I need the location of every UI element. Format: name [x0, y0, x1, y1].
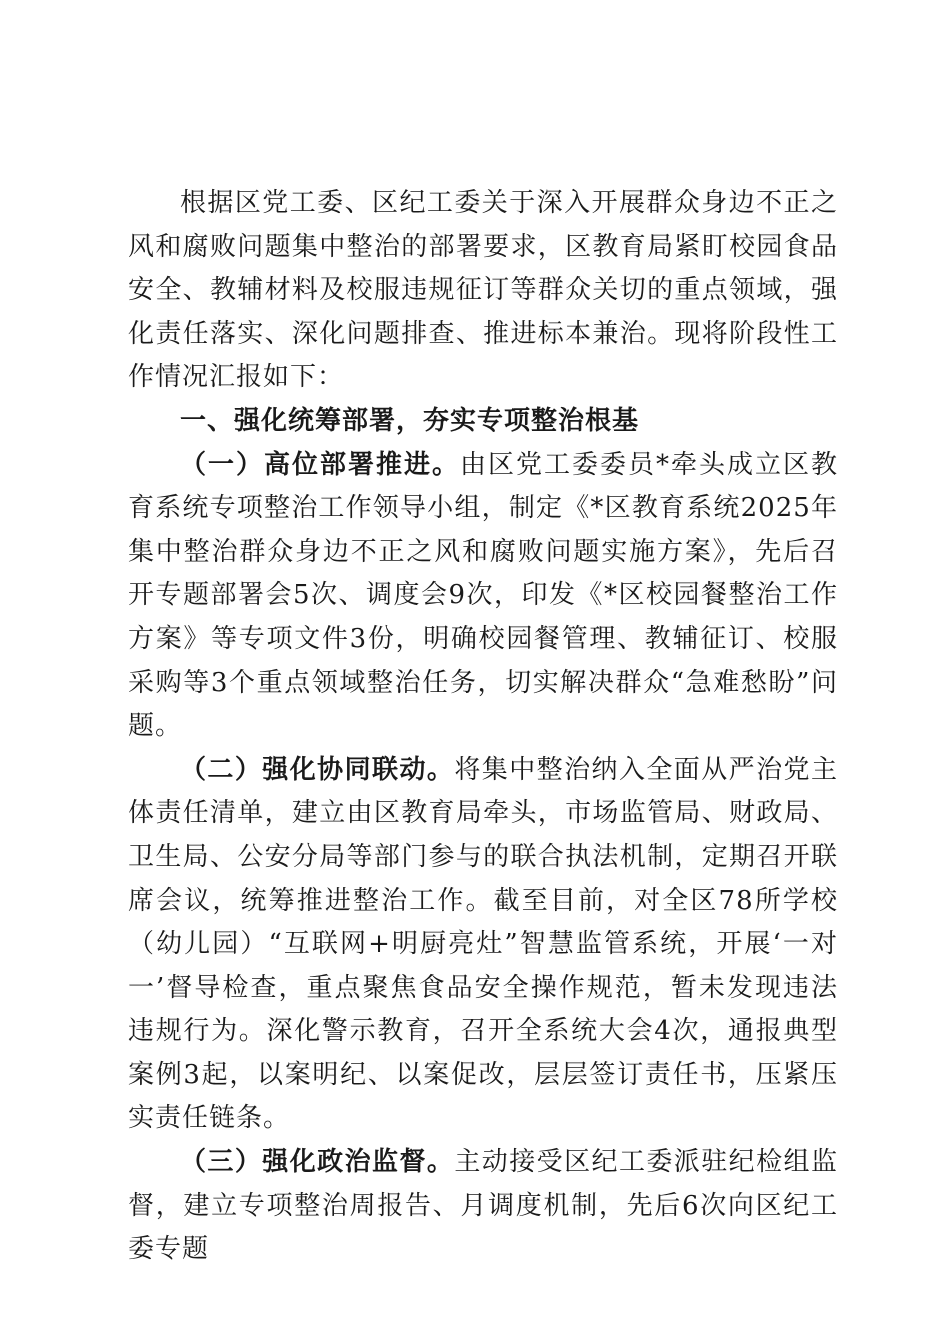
item-title-2: （二）强化协同联动。: [180, 754, 455, 785]
item-paragraph-3: [128, 1141, 838, 1272]
item-paragraph-1: [128, 444, 838, 749]
item-body-2: 将集中整治纳入全面从严治党主体责任清单，建立由区教育局牵头，市场监管局、财政局、卫生局、公安分局等部门参与的联合执法机制，定期召开联席会议，统筹推进整治工作。截至目前，对全区78所学校（幼儿园）“互联网+明厨亮灶”智慧监管系统，开展‘一对一’督导检查，重点聚焦食品安全操作规范，暂未发现违法违规行为。深化警示教育，召开全系统大会4次，通报典型案例3起，以案明纪、以案促改，层层签订责任书，压紧压实责任链条。: [128, 754, 838, 1134]
item-body-3: 主动接受区纪工委派驻纪检组监督，建立专项整治周报告、月调度机制，先后6次向区纪工委专题: [128, 1147, 838, 1265]
intro-paragraph: 根据区党工委、区纪工委关于深入开展群众身边不正之风和腐败问题集中整治的部署要求，区教育局紧盯校园食品安全、教辅材料及校服违规征订等群众关切的重点领域，强化责任落实、深化问题排查、推进标本兼治。现将阶段性工作情况汇报如下：: [128, 188, 838, 393]
item-body-1: 由区党工委委员*牵头成立区教育系统专项整治工作领导小组，制定《*区教育系统2025年集中整治群众身边不正之风和腐败问题实施方案》，先后召开专题部署会5次、调度会9次，印发《*区校园餐整治工作方案》等专项文件3份，明确校园餐管理、教辅征订、校服采购等3个重点领域整治任务，切实解决群众“急难愁盼”问题。: [128, 449, 838, 742]
section-heading: 一、强化统筹部署，夯实专项整治根基: [180, 405, 640, 436]
item-paragraph-2: [128, 749, 838, 1141]
document-body: [128, 182, 838, 1272]
item-title-1: （一）高位部署推进。: [180, 449, 460, 480]
item-title-3: （三）强化政治监督。: [180, 1147, 455, 1178]
